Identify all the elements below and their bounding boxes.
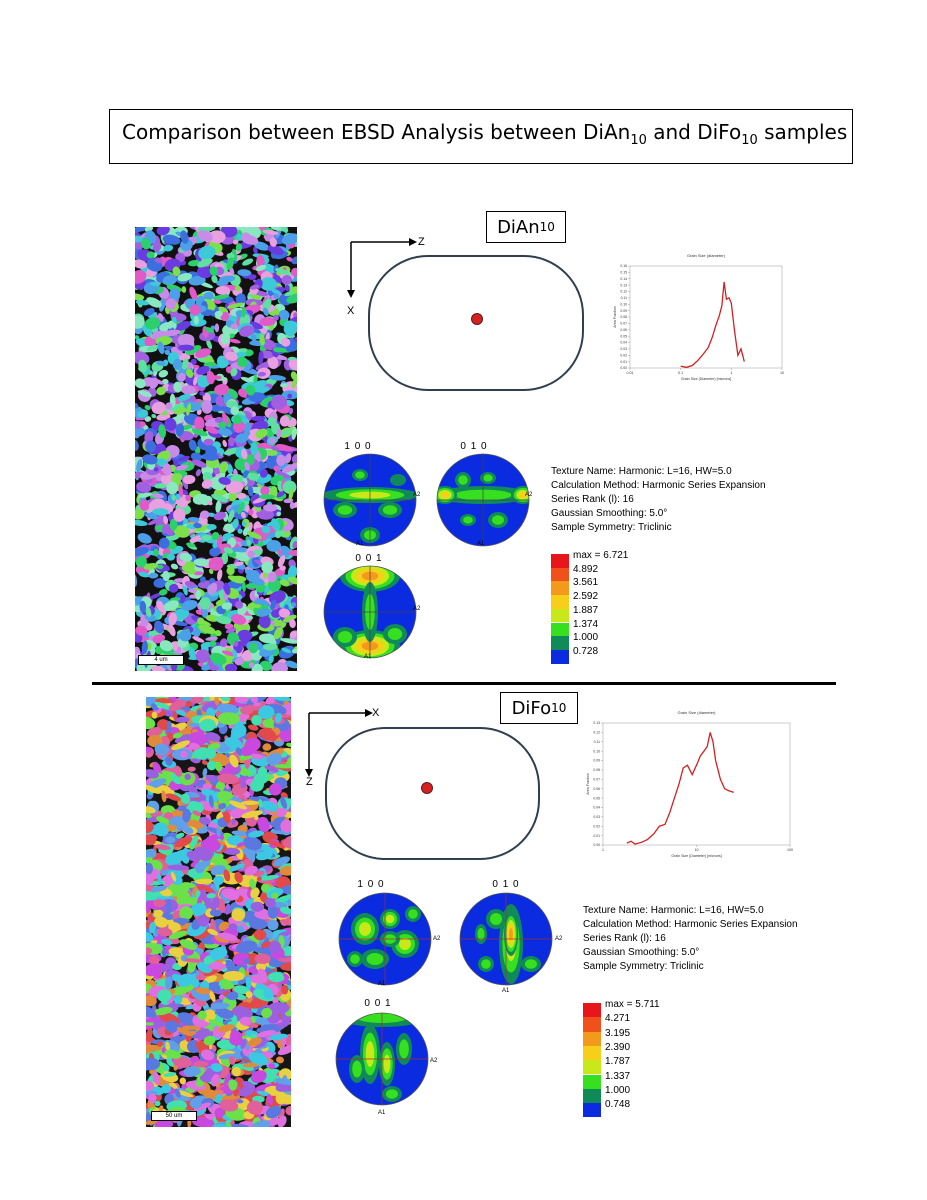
sample-position-dot (421, 782, 433, 794)
chart-title: Grain Size (diameter) (677, 710, 716, 715)
pole-figure-contour (366, 1041, 375, 1067)
pole-figure-010-dian10 (433, 450, 533, 550)
legend-swatch (551, 554, 569, 568)
ebsd-grain-map (146, 697, 291, 1127)
ebsd-map-difo10 (146, 697, 291, 1127)
pole-figure-001-difo10 (332, 1009, 432, 1109)
pole-figure-contour (408, 909, 418, 919)
ebsd-grain (135, 574, 137, 587)
x-tick-label: 0.01 (626, 371, 634, 375)
sample-position-dot (471, 313, 483, 325)
y-tick-label: 0.12 (620, 289, 627, 294)
pole-figure-contour (490, 913, 502, 925)
pole-figure-010-difo10 (456, 889, 556, 989)
y-tick-label: 0.05 (593, 796, 600, 801)
ebsd-grain (262, 743, 272, 752)
ebsd-grain (291, 453, 297, 465)
sample-symmetry: Sample Symmetry: Triclinic (583, 961, 704, 972)
y-tick-label: 0.06 (593, 786, 600, 791)
ebsd-grain (284, 1105, 291, 1117)
ebsd-grain (255, 954, 271, 964)
legend-value: 2.592 (573, 591, 599, 603)
title-text-mid: and DiFo (646, 120, 742, 144)
grain-size-line (627, 732, 734, 844)
ebsd-grain (222, 439, 228, 447)
pole-figure-a2-label: A2 (555, 936, 563, 942)
pole-figure-contour (386, 1089, 398, 1099)
y-tick-label: 0.15 (620, 270, 627, 275)
pole-figure-label-001: 0 0 1 (364, 998, 392, 1009)
pole-figure-contour (359, 922, 371, 936)
gaussian-smoothing: Gaussian Smoothing: 5.0° (551, 508, 668, 519)
legend-value: 1.887 (573, 604, 599, 616)
y-tick-label: 0.07 (620, 321, 627, 326)
legend-value: 1.000 (605, 1084, 631, 1096)
legend-value: 4.892 (573, 563, 599, 575)
texture-info-difo10 (583, 904, 798, 974)
legend-swatch (551, 650, 569, 664)
x-tick-label: 100 (787, 848, 793, 852)
y-tick-label: 0.01 (620, 359, 627, 364)
y-tick-label: 0.02 (593, 824, 600, 829)
legend-swatch (551, 581, 569, 595)
pole-figure-contour (509, 928, 513, 940)
pole-figure-contour (355, 471, 365, 478)
ebsd-grain (187, 766, 196, 772)
texture-info-dian10 (551, 465, 766, 535)
ebsd-grain (135, 439, 140, 451)
pole-figure-100-difo10 (335, 889, 435, 989)
sample-label-text: DiFo (511, 697, 552, 719)
title-text-end: samples (757, 120, 848, 144)
x-tick-label: 0.1 (678, 371, 684, 375)
y-tick-label: 0.10 (620, 302, 627, 307)
pole-figure-contour (352, 1061, 362, 1078)
legend-value: 1.374 (573, 618, 599, 630)
title-subscript-2: 10 (741, 133, 758, 148)
pole-figure-contour (338, 505, 352, 515)
y-tick-label: 0.09 (593, 758, 600, 763)
x-axis-label: Grain Size (Diameter) [microns] (680, 377, 732, 381)
title-text: Comparison between EBSD Analysis between DiAn (122, 120, 631, 144)
y-tick-label: 0.03 (620, 347, 627, 352)
ebsd-grain (248, 551, 255, 559)
x-tick-label: 10 (780, 371, 784, 375)
legend-value: 1.787 (605, 1056, 631, 1068)
y-tick-label: 0.02 (620, 353, 627, 358)
y-tick-label: 0.08 (593, 768, 600, 773)
ebsd-grain (135, 519, 148, 527)
pole-figure-contour (481, 959, 491, 969)
ebsd-grain (151, 413, 157, 419)
y-tick-label: 0.04 (620, 340, 627, 345)
color-legend-dian10 (551, 550, 671, 664)
pole-figure-contour (386, 915, 395, 924)
pole-figure-contour (441, 492, 449, 498)
legend-swatch (583, 1103, 601, 1117)
legend-swatch (583, 1075, 601, 1089)
axis-label-vertical: Z (306, 776, 313, 788)
ebsd-grain-map (135, 227, 297, 671)
y-tick-label: 0.13 (620, 283, 627, 288)
ebsd-grain (215, 323, 220, 332)
chart-title: Grain Size (diameter) (686, 253, 726, 258)
pole-figure-100-dian10 (320, 450, 420, 550)
x-tick-label: 10 (694, 848, 699, 852)
pole-figure-contour (463, 516, 473, 523)
ebsd-grain (259, 494, 275, 499)
legend-value: 2.390 (605, 1041, 631, 1053)
pole-figure-contour (525, 959, 537, 969)
pole-figure-a1-label: A1 (502, 988, 510, 994)
ebsd-map-dian10 (135, 227, 297, 671)
y-tick-label: 0.12 (593, 730, 600, 735)
section-divider (92, 682, 836, 685)
legend-value: 4.271 (605, 1013, 631, 1025)
scale-bar: 50 um (151, 1111, 197, 1121)
sample-label-text: DiAn (497, 216, 540, 238)
y-tick-label: 0.09 (620, 308, 627, 313)
pole-figure-contour (390, 474, 406, 486)
pole-figure-contour (384, 1055, 391, 1074)
pole-figure-label-010: 0 1 0 (492, 879, 520, 890)
pole-figure-contour (338, 631, 352, 643)
legend-swatch (583, 1032, 601, 1046)
legend-value: 3.561 (573, 577, 599, 589)
sample-label-subscript: 10 (539, 220, 555, 234)
sample-label-subscript: 10 (551, 701, 567, 715)
ebsd-grain (286, 742, 291, 748)
legend-swatch (583, 1003, 601, 1017)
axis-label-horizontal: Z (418, 236, 425, 248)
y-tick-label: 0.04 (593, 805, 600, 810)
legend-swatch (551, 568, 569, 582)
x-tick-label: 1 (602, 848, 604, 852)
ebsd-grain (136, 531, 153, 545)
title-subscript-1: 10 (630, 133, 647, 148)
series-rank: Series Rank (l): 16 (583, 933, 666, 944)
axis-label-vertical: X (347, 305, 355, 317)
pole-figure-a2-label: A2 (430, 1058, 438, 1064)
series-rank: Series Rank (l): 16 (551, 494, 634, 505)
x-tick-label: 1 (730, 371, 733, 375)
legend-swatch (551, 636, 569, 650)
sample-symmetry: Sample Symmetry: Triclinic (551, 522, 672, 533)
ebsd-grain (135, 292, 145, 301)
y-tick-label: 0.10 (593, 749, 600, 754)
x-axis-label: Grain Size (Diameter) [microns] (671, 854, 722, 858)
y-tick-label: 0.11 (593, 739, 600, 744)
pole-figure-contour (383, 505, 397, 515)
ebsd-grain (216, 569, 223, 581)
axis-label-horizontal: X (372, 707, 380, 719)
legend-swatch (583, 1046, 601, 1060)
sample-stage-outline (325, 727, 540, 860)
y-tick-label: 0.01 (593, 833, 600, 838)
calculation-method: Calculation Method: Harmonic Series Expansion (551, 480, 766, 491)
ebsd-grain (216, 286, 230, 295)
texture-name: Texture Name: Harmonic: L=16, HW=5.0 (583, 905, 764, 916)
pole-figure-a2-label: A2 (433, 936, 441, 942)
legend-swatch (551, 623, 569, 637)
pole-figure-label-100: 1 0 0 (357, 879, 385, 890)
page-title (122, 120, 847, 148)
grain-size-chart-difo10 (585, 705, 800, 875)
y-tick-label: 0.00 (620, 366, 627, 371)
legend-value: 1.337 (605, 1070, 631, 1082)
pole-figure-contour (399, 938, 411, 950)
pole-figure-a1-label: A1 (378, 1110, 386, 1116)
pole-figure-a2-label: A2 (413, 606, 421, 612)
texture-name: Texture Name: Harmonic: L=16, HW=5.0 (551, 466, 732, 477)
y-tick-label: 0.14 (620, 276, 627, 281)
chart-frame (603, 723, 790, 845)
pole-figure-a1-label: A1 (378, 981, 386, 987)
y-tick-label: 0.07 (593, 777, 600, 782)
y-tick-label: 0.08 (620, 315, 627, 320)
pole-figure-a1-label: A1 (356, 541, 364, 547)
ebsd-grain (251, 334, 257, 341)
pole-figure-label-100: 1 0 0 (344, 441, 372, 452)
grain-size-line (681, 282, 745, 368)
pole-figure-contour (367, 953, 384, 965)
pole-figure-label-010: 0 1 0 (460, 441, 488, 452)
grain-size-chart-dian10 (612, 248, 792, 398)
pole-figure-a2-label: A2 (525, 492, 533, 498)
y-tick-label: 0.05 (620, 334, 627, 339)
pole-figure-contour (492, 515, 504, 525)
y-tick-label: 0.11 (620, 296, 627, 301)
legend-value: 3.195 (605, 1027, 631, 1039)
ebsd-grain (195, 468, 202, 477)
ebsd-grain (241, 801, 259, 805)
y-axis-label: Area Fraction (613, 306, 617, 328)
pole-figure-contour (388, 628, 402, 640)
title-box (109, 109, 853, 164)
ebsd-grain (290, 502, 295, 509)
legend-swatch (551, 595, 569, 609)
ebsd-grain (194, 316, 199, 325)
sample-label-difo10 (500, 692, 578, 724)
legend-swatch (583, 1089, 601, 1103)
y-tick-label: 0.06 (620, 327, 627, 332)
legend-max-value: max = 5.711 (605, 999, 660, 1010)
pole-figure-a1-label: A1 (477, 541, 485, 547)
color-legend-difo10 (583, 999, 703, 1131)
y-axis-label: Area Fraction (586, 773, 590, 795)
legend-swatch (583, 1060, 601, 1074)
pole-figure-001-dian10 (320, 562, 420, 662)
ebsd-grain (181, 286, 186, 293)
pole-figure-contour (458, 475, 468, 485)
pole-figure-contour (477, 928, 484, 940)
sample-label-dian10 (486, 211, 566, 243)
pole-figure-contour (399, 1039, 409, 1058)
pole-figure-contour (483, 474, 493, 481)
gaussian-smoothing: Gaussian Smoothing: 5.0° (583, 947, 700, 958)
legend-max-value: max = 6.721 (573, 550, 629, 561)
scale-bar: 4 um (138, 655, 184, 665)
legend-value: 1.000 (573, 632, 599, 644)
legend-swatch (583, 1017, 601, 1031)
y-tick-label: 0.00 (593, 843, 600, 848)
legend-swatch (551, 609, 569, 623)
pole-figure-contour (350, 954, 360, 964)
ebsd-grain (207, 524, 217, 530)
chart-frame (630, 266, 782, 368)
pole-figure-label-001: 0 0 1 (355, 553, 383, 564)
ebsd-grain (250, 443, 257, 456)
calculation-method: Calculation Method: Harmonic Series Expansion (583, 919, 798, 930)
pole-figure-a2-label: A2 (413, 492, 421, 498)
y-tick-label: 0.13 (593, 721, 600, 726)
legend-value: 0.728 (573, 645, 599, 657)
pole-figure-a1-label: A1 (364, 654, 372, 660)
ebsd-grain (275, 1056, 284, 1064)
legend-value: 0.748 (605, 1099, 631, 1111)
y-tick-label: 0.03 (593, 815, 600, 820)
y-tick-label: 0.16 (620, 264, 627, 269)
